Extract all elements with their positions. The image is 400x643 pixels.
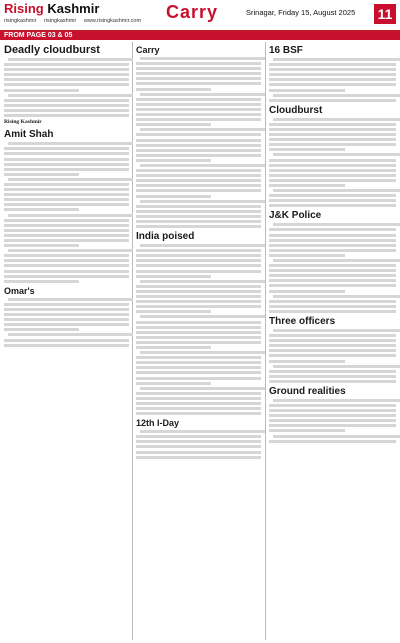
text-line — [136, 254, 261, 257]
text-line — [269, 274, 396, 277]
text-line — [269, 419, 396, 422]
text-line — [4, 188, 129, 191]
facebook-handle[interactable]: risingkashmir — [4, 18, 37, 24]
article-body — [4, 142, 129, 283]
text-line — [269, 305, 396, 308]
text-line — [136, 407, 261, 410]
text-line — [273, 223, 400, 226]
text-line — [136, 133, 261, 136]
text-line — [136, 321, 261, 324]
text-line — [269, 128, 396, 131]
text-line — [269, 68, 396, 71]
text-line — [269, 63, 396, 66]
text-line — [269, 380, 396, 383]
text-line — [269, 249, 396, 252]
text-line — [269, 375, 396, 378]
text-line — [269, 440, 396, 443]
text-line — [136, 300, 261, 303]
text-line — [269, 169, 396, 172]
article-body — [136, 244, 261, 415]
text-line — [140, 387, 265, 390]
text-line — [269, 199, 396, 202]
text-line — [269, 429, 345, 432]
article-headline[interactable]: Amit Shah — [4, 129, 54, 141]
article-body — [269, 118, 396, 208]
text-line — [269, 234, 396, 237]
text-line — [269, 164, 396, 167]
text-line — [136, 412, 261, 415]
text-line — [269, 159, 396, 162]
column-divider — [132, 42, 133, 640]
text-line — [4, 104, 129, 107]
text-line — [4, 63, 129, 66]
text-line — [269, 409, 396, 412]
text-line — [136, 361, 261, 364]
text-line — [4, 339, 129, 342]
text-line — [136, 82, 261, 85]
text-line — [140, 315, 265, 318]
text-line — [4, 83, 129, 86]
text-line — [4, 152, 129, 155]
text-line — [136, 371, 261, 374]
text-line — [269, 349, 396, 352]
text-line — [269, 414, 396, 417]
text-line — [136, 210, 261, 213]
text-line — [4, 109, 129, 112]
text-line — [136, 249, 261, 252]
text-line — [136, 189, 261, 192]
dateline: Srinagar, Friday 15, August 2025 — [246, 8, 356, 17]
text-line — [269, 78, 396, 81]
article-body — [4, 58, 129, 117]
text-line — [136, 310, 211, 313]
text-line — [136, 98, 261, 101]
text-line — [4, 318, 129, 321]
text-line — [4, 219, 129, 222]
article-headline[interactable]: Carry — [136, 45, 160, 55]
text-line — [4, 328, 79, 331]
text-line — [4, 203, 129, 206]
text-line — [136, 366, 261, 369]
newspaper-logo[interactable] — [4, 1, 99, 16]
text-line — [4, 270, 129, 273]
text-line — [8, 178, 133, 181]
text-line — [4, 193, 129, 196]
text-line — [8, 94, 133, 97]
article-body — [136, 57, 261, 228]
text-line — [273, 259, 400, 262]
page-number: 11 — [374, 4, 396, 24]
text-line — [136, 62, 261, 65]
text-line — [140, 280, 265, 283]
text-line — [136, 336, 261, 339]
text-line — [4, 264, 129, 267]
text-line — [4, 208, 79, 211]
text-line — [269, 184, 345, 187]
text-line — [136, 440, 261, 443]
text-line — [136, 205, 261, 208]
text-line — [4, 68, 129, 71]
text-line — [269, 360, 345, 363]
article-headline[interactable]: J&K Police — [269, 210, 322, 222]
text-line — [136, 392, 261, 395]
text-line — [4, 168, 129, 171]
text-line — [4, 73, 129, 76]
text-line — [269, 284, 396, 287]
text-line — [4, 303, 129, 306]
text-line — [136, 123, 211, 126]
text-line — [269, 204, 396, 207]
text-line — [273, 399, 400, 402]
column-1 — [4, 42, 129, 349]
text-line — [136, 270, 261, 273]
text-line — [136, 341, 261, 344]
text-line — [4, 183, 129, 186]
text-line — [8, 298, 133, 301]
text-line — [136, 72, 261, 75]
text-line — [269, 89, 345, 92]
text-line — [136, 456, 261, 459]
text-line — [4, 224, 129, 227]
text-line — [269, 148, 345, 151]
text-line — [269, 269, 396, 272]
text-line — [136, 402, 261, 405]
article-headline[interactable]: Cloudburst — [269, 104, 323, 116]
article-body — [269, 399, 396, 443]
text-line — [273, 189, 400, 192]
text-line — [136, 220, 261, 223]
text-line — [140, 128, 265, 131]
text-line — [269, 228, 396, 231]
text-line — [269, 143, 396, 146]
logo-sub-text: Kashmir — [47, 1, 100, 16]
text-line — [4, 308, 129, 311]
article-body — [136, 430, 261, 458]
text-line — [140, 57, 265, 60]
text-line — [136, 179, 261, 182]
byline: Rising Kashmir — [4, 119, 42, 126]
text-line — [136, 144, 261, 147]
text-line — [4, 239, 129, 242]
text-line — [269, 290, 345, 293]
text-line — [136, 326, 261, 329]
text-line — [269, 244, 396, 247]
text-line — [140, 200, 265, 203]
text-line — [4, 89, 79, 92]
text-line — [269, 404, 396, 407]
article-body — [269, 329, 396, 383]
text-line — [269, 339, 396, 342]
article-body — [269, 223, 396, 313]
text-line — [140, 351, 265, 354]
text-line — [136, 174, 261, 177]
text-line — [8, 249, 133, 252]
text-line — [4, 234, 129, 237]
website-link[interactable]: www.risingkashmir.com — [83, 18, 142, 24]
column-3 — [269, 42, 396, 445]
text-line — [136, 305, 261, 308]
text-line — [136, 159, 211, 162]
text-line — [269, 179, 396, 182]
text-line — [136, 295, 261, 298]
text-line — [269, 83, 396, 86]
text-line — [136, 108, 261, 111]
twitter-handle[interactable]: risingkashmir — [43, 18, 77, 24]
article-headline[interactable]: 16 BSF — [269, 45, 303, 56]
text-line — [136, 118, 261, 121]
text-line — [4, 280, 79, 283]
text-line — [140, 93, 265, 96]
article-headline[interactable]: 12th I-Day — [136, 418, 180, 429]
column-2 — [136, 42, 261, 461]
text-line — [136, 259, 261, 262]
section-band — [0, 31, 400, 40]
text-line — [269, 239, 396, 242]
text-line — [269, 99, 396, 102]
text-line — [140, 244, 265, 247]
article-body — [269, 58, 396, 102]
text-line — [4, 244, 79, 247]
text-line — [8, 58, 133, 61]
text-line — [269, 138, 396, 141]
column-divider — [265, 42, 266, 640]
text-line — [4, 259, 129, 262]
text-line — [136, 169, 261, 172]
text-line — [136, 451, 261, 454]
text-line — [273, 153, 400, 156]
text-line — [8, 142, 133, 145]
text-line — [136, 113, 261, 116]
article-headline[interactable]: Three officers — [269, 315, 336, 327]
text-line — [269, 300, 396, 303]
text-line — [4, 275, 129, 278]
text-line — [136, 397, 261, 400]
masthead — [0, 0, 400, 31]
text-line — [273, 58, 400, 61]
text-line — [269, 424, 396, 427]
text-line — [4, 99, 129, 102]
text-line — [136, 264, 261, 267]
text-line — [136, 356, 261, 359]
text-line — [4, 78, 129, 81]
text-line — [269, 264, 396, 267]
text-line — [136, 377, 261, 380]
text-line — [269, 344, 396, 347]
text-line — [273, 94, 400, 97]
text-line — [136, 139, 261, 142]
text-line — [4, 254, 129, 257]
text-line — [269, 354, 396, 357]
text-line — [273, 118, 400, 121]
text-line — [269, 174, 396, 177]
text-line — [136, 346, 211, 349]
text-line — [4, 344, 129, 347]
text-line — [4, 163, 129, 166]
text-line — [4, 147, 129, 150]
logo-main-text: Rising — [4, 1, 44, 16]
text-line — [4, 198, 129, 201]
text-line — [4, 323, 129, 326]
text-line — [269, 279, 396, 282]
text-line — [8, 333, 133, 336]
text-line — [269, 73, 396, 76]
text-line — [136, 149, 261, 152]
text-line — [4, 313, 129, 316]
text-line — [136, 290, 261, 293]
text-line — [4, 173, 79, 176]
text-line — [4, 158, 129, 161]
text-line — [136, 103, 261, 106]
text-line — [136, 445, 261, 448]
text-line — [136, 184, 261, 187]
text-line — [4, 114, 129, 117]
text-line — [140, 164, 265, 167]
text-line — [136, 285, 261, 288]
text-line — [136, 154, 261, 157]
text-line — [273, 435, 400, 438]
article-body — [4, 298, 129, 347]
article-headline[interactable]: Ground realities — [269, 385, 346, 397]
text-line — [136, 435, 261, 438]
article-headline[interactable]: Deadly cloudburst — [4, 44, 100, 56]
text-line — [136, 88, 211, 91]
text-line — [136, 67, 261, 70]
text-line — [136, 275, 211, 278]
social-links — [4, 18, 147, 24]
text-line — [136, 331, 261, 334]
text-line — [269, 334, 396, 337]
text-line — [269, 370, 396, 373]
text-line — [269, 194, 396, 197]
text-line — [269, 254, 345, 257]
text-line — [269, 310, 396, 313]
text-line — [136, 77, 261, 80]
text-line — [136, 195, 211, 198]
text-line — [273, 365, 400, 368]
text-line — [273, 329, 400, 332]
text-line — [136, 225, 261, 228]
section-title: Carry — [166, 2, 219, 22]
text-line — [136, 215, 261, 218]
text-line — [140, 430, 265, 433]
text-line — [8, 214, 133, 217]
text-line — [136, 382, 211, 385]
text-line — [273, 295, 400, 298]
article-headline[interactable]: India poised — [136, 231, 195, 243]
article-headline[interactable]: Omar's — [4, 285, 35, 296]
text-line — [269, 133, 396, 136]
text-line — [269, 123, 396, 126]
text-line — [4, 229, 129, 232]
band-label: FROM PAGE 03 & 05 — [4, 32, 73, 39]
